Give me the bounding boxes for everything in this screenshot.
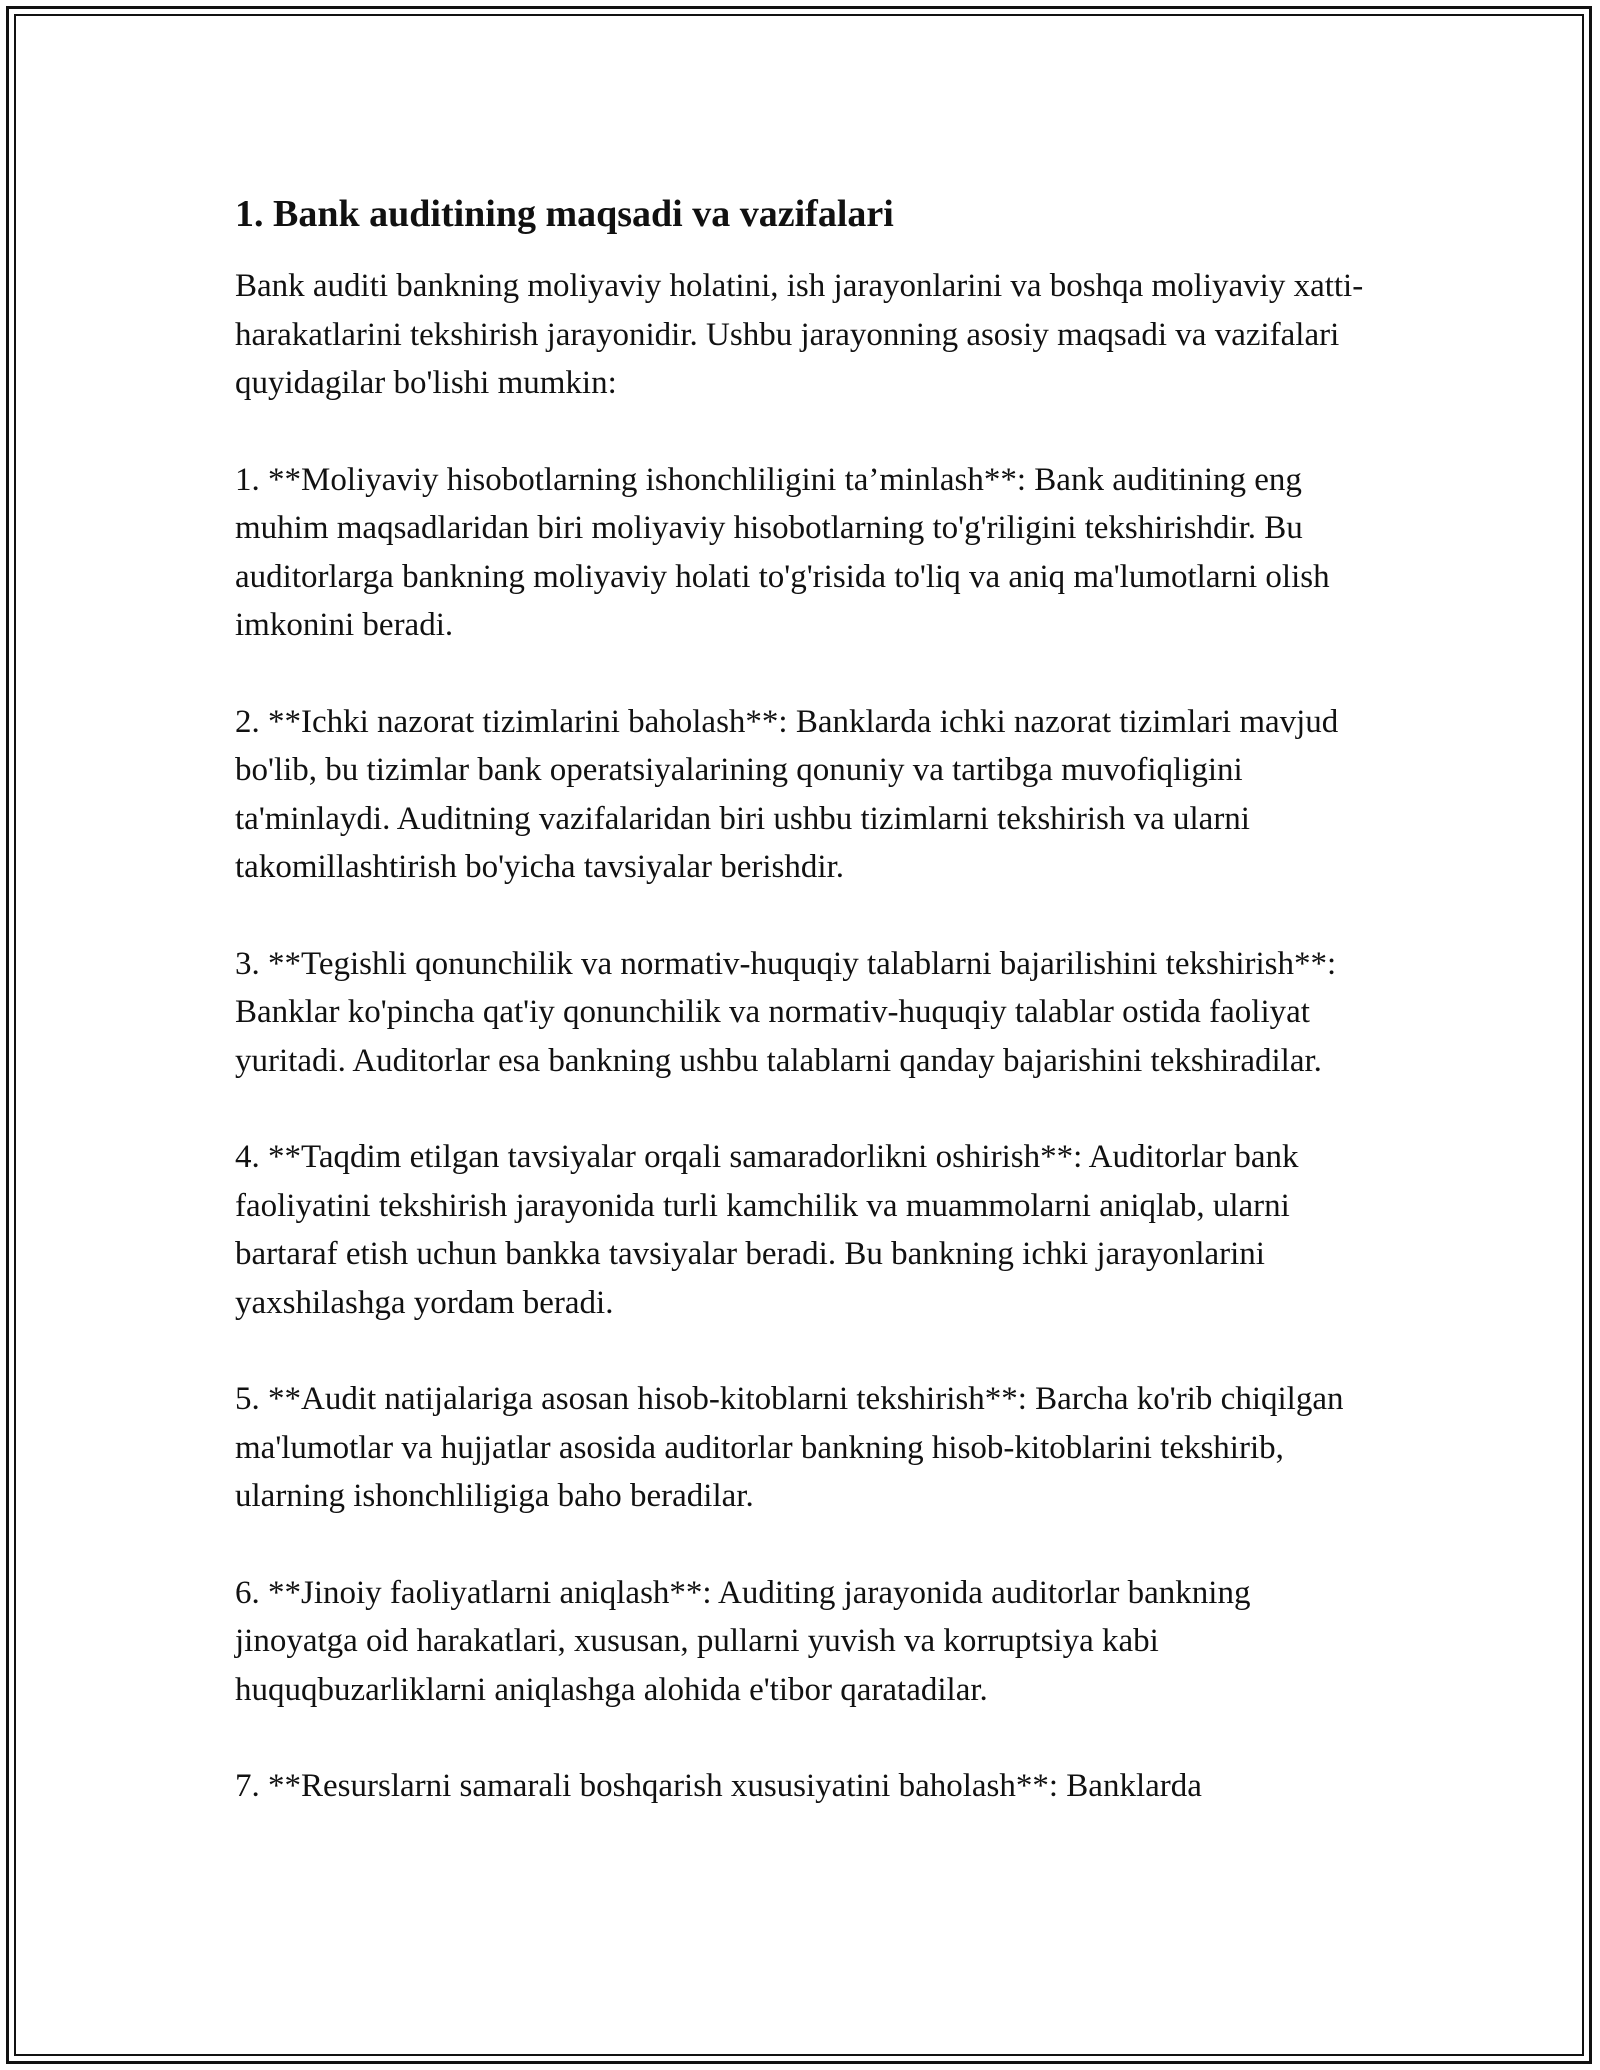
list-item-1: 1. **Moliyaviy hisobotlarning ishonchliligini ta’minlash**: Bank auditining eng muhim maqsadlaridan biri moliyaviy hisobotlarning to'g'riligini tekshirishdir. Bu auditorlarga bankning moliyaviy holati to'g'risida to'liq va aniq ma'lumotlarni olish imkonini beradi. (235, 461, 1330, 643)
document-body (235, 188, 1375, 1811)
list-item-6: 6. **Jinoiy faoliyatlarni aniqlash**: Auditing jarayonida auditorlar bankning jinoyatga oid harakatlari, xususan, pullarni yuvish va korruptsiya kabi huquqbuzarliklarni aniqlashga alohida e'tibor qaratadilar. (235, 1574, 1251, 1708)
section-heading: 1. Bank auditining maqsadi va vazifalari (235, 193, 894, 235)
list-item-7: 7. **Resurslarni samarali boshqarish xususiyatini baholash**: Banklarda (235, 1768, 1202, 1804)
list-item-4: 4. **Taqdim etilgan tavsiyalar orqali samaradorlikni oshirish**: Auditorlar bank faoliyatini tekshirish jarayonida turli kamchilik va muammolarni aniqlab, ularni bartaraf etish uchun bankka tavsiyalar beradi. Bu bankning ichki jarayonlarini yaxshilashga yordam beradi. (235, 1139, 1299, 1321)
list-item-2: 2. **Ichki nazorat tizimlarini baholash**: Banklarda ichki nazorat tizimlari mavjud bo'lib, bu tizimlar bank operatsiyalarining qonuniy va tartibga muvofiqligini ta'minlaydi. Auditning vazifalaridan biri ushbu tizimlarni tekshirish va ularni takomillashtirish bo'yicha tavsiyalar berishdir. (235, 703, 1339, 885)
intro-paragraph: Bank auditi bankning moliyaviy holatini, ish jarayonlarini va boshqa moliyaviy xatti-harakatlarini tekshirish jarayonidir. Ushbu jarayonning asosiy maqsadi va vazifalari quyidagilar bo'lishi mumkin: (235, 268, 1364, 401)
list-item-5: 5. **Audit natijalariga asosan hisob-kitoblarni tekshirish**: Barcha ko'rib chiqilgan ma'lumotlar va hujjatlar asosida auditorlar bankning hisob-kitoblarini tekshirib, ularning ishonchliligiga baho beradilar. (235, 1381, 1344, 1514)
list-item-3: 3. **Tegishli qonunchilik va normativ-huquqiy talablarni bajarilishini tekshirish**: Banklar ko'pincha qat'iy qonunchilik va normativ-huquqiy talablar ostida faoliyat yuritadi. Auditorlar esa bankning ushbu talablarni qanday bajarishini tekshiradilar. (235, 945, 1337, 1079)
